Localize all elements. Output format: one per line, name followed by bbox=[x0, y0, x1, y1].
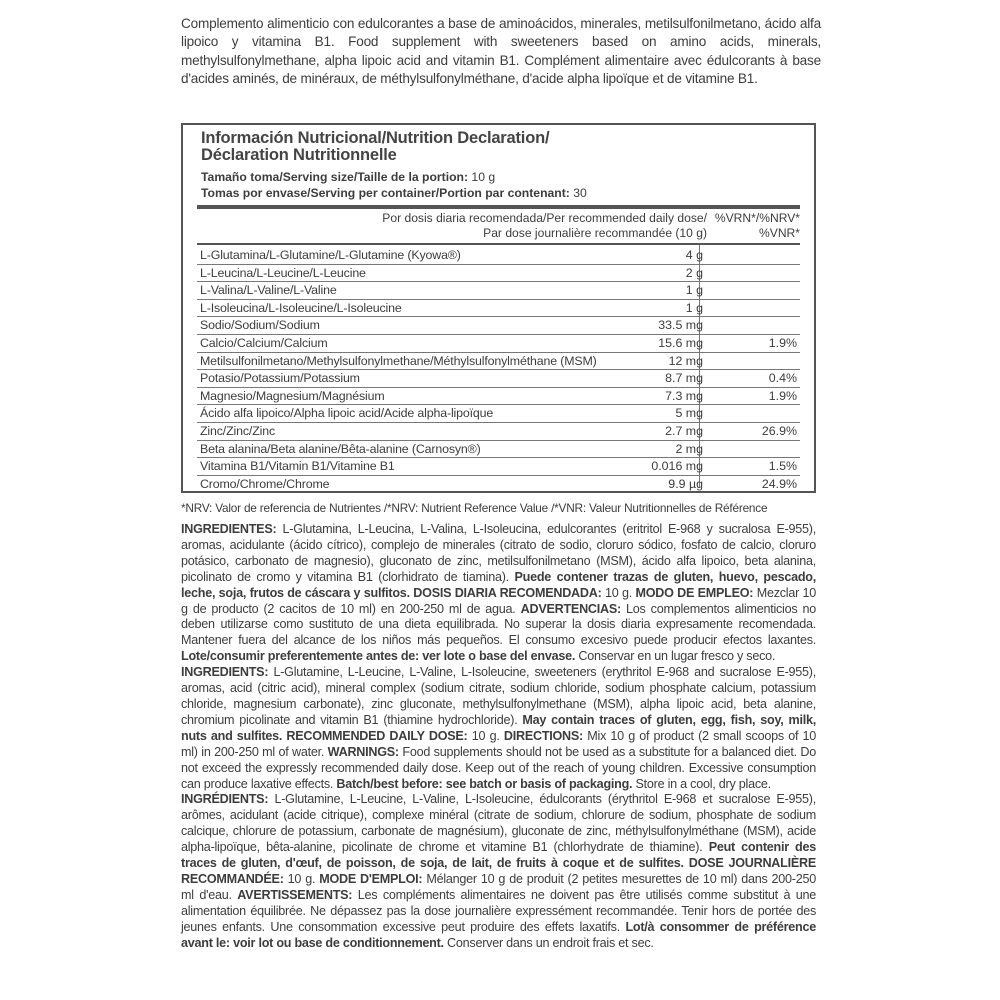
storage-text: Conserver dans un endroit frais et sec. bbox=[443, 935, 654, 950]
ingredients-text: L-Glutamine, L-Leucine, L-Valine, L-Isoleucine, sweeteners (erythritol E-968 and sucralose E-955), aromas, acid (citric acid), mineral complex (sodium citrate, sodium chloride, sodium phosphate calcium, potassium chloride, magnesium carbonate), zinc gluconate, methylsulfonylmethane (MSM), alpha lipoic acid, beta alanine, chromium picolinate and vitamin B1 (thiamine hydrochloride). bbox=[181, 665, 816, 727]
nutrient-nrv: 1.9% bbox=[768, 335, 797, 350]
table-row bbox=[197, 476, 800, 494]
header-nrv bbox=[700, 211, 800, 241]
ingredients-english bbox=[181, 665, 816, 792]
thick-divider bbox=[197, 205, 800, 209]
allergen-text: Peut contenir des traces de gluten, d'œuf, de poisson, de soja, de lait, de fruits à coque et de sulfites. bbox=[181, 840, 817, 871]
table-row bbox=[197, 441, 800, 459]
directions-text: Mélanger 10 g de produit (2 petites mesurettes de 10 ml) dans 200-250 ml d'eau. bbox=[181, 871, 817, 902]
table-row bbox=[197, 317, 800, 335]
nutrient-name: Beta alanina/Beta alanine/Bêta-alanine (Carnosyn®) bbox=[200, 441, 481, 456]
nutrient-nrv: 26.9% bbox=[761, 423, 797, 438]
nutrient-name: Sodio/Sodium/Sodium bbox=[200, 318, 320, 333]
warnings-label: WARNINGS: bbox=[327, 744, 399, 759]
table-row bbox=[197, 353, 800, 371]
nutrient-amount: 15.6 mg bbox=[658, 335, 703, 350]
table-row bbox=[197, 423, 800, 441]
table-row bbox=[197, 265, 800, 283]
ingredients-text: L-Glutamina, L-Leucina, L-Valina, L-Isoleucina, edulcorantes (eritritol E-968 y sucralosa E-955), aromas, acidulante (ácido cítrico), complejo de minerales (citrato de sodio, cloruro sódico, fosfato de calcio, cloruro potásico, carbonato de magnesio), gluconato de zinc, metilsulfonilmetano (MSM), ácido alfa lipoico, beta alanina, picolinato de cromo y vitamina B1 (clorhidrato de tiamina). bbox=[181, 522, 816, 584]
nutrient-amount: 2 mg bbox=[675, 441, 703, 456]
batch-label: Lote/consumir preferentemente antes de: ver lote o base del envase. bbox=[181, 649, 576, 664]
nutrient-amount: 4 g bbox=[685, 248, 703, 262]
header-nrv-line2: %VNR* bbox=[759, 226, 800, 240]
table-row bbox=[197, 247, 800, 265]
nutrient-name: Metilsulfonilmetano/Methylsulfonylmethane/Méthylsulfonylméthane (MSM) bbox=[200, 353, 597, 368]
nutrient-name: Ácido alfa lipoico/Alpha lipoic acid/Acide alpha-lipoïque bbox=[200, 406, 494, 421]
header-nrv-line1: %VRN*/%NRV* bbox=[714, 211, 800, 225]
nutrient-amount: 0.016 mg bbox=[651, 459, 703, 474]
warnings-text: Food supplements should not be used as a substitute for a balanced diet. Do not exceed the expressly recommended daily dose. Keep out of the reach of young children. Excessive consumption can produce laxative effects. bbox=[181, 744, 816, 791]
nrv-footnote: *NRV: Valor de referencia de Nutrientes /*NRV: Nutrient Reference Value /*VNR: Valeur Nutritionnelles de Référence bbox=[181, 501, 768, 515]
directions-text: Mezclar 10 g de producto (2 cacitos de 10 ml) en 200-250 ml de agua. bbox=[181, 585, 817, 616]
nutrient-nrv: 1.9% bbox=[768, 388, 797, 403]
directions-label: MODE D'EMPLOI: bbox=[319, 871, 423, 886]
dose-text: 10 g. bbox=[467, 728, 504, 743]
nutrition-title-line2: Déclaration Nutritionnelle bbox=[201, 146, 397, 164]
warnings-label: ADVERTENCIAS: bbox=[520, 601, 621, 616]
warnings-text: Los complementos alimenticios no deben utilizarse como sustituto de una dieta equilibrada. No superar la dosis diaria expresamente recomendada. Mantener fuera del alcance de los niños más pequeños. El consumo excesivo puede producir efectos laxantes. bbox=[181, 601, 816, 648]
nutrient-name: L-Valina/L-Valine/L-Valine bbox=[200, 283, 337, 298]
nutrition-table bbox=[181, 123, 816, 493]
header-dose bbox=[197, 211, 707, 241]
ingredients-label: INGREDIENTS: bbox=[181, 665, 269, 680]
directions-label: MODO DE EMPLEO: bbox=[635, 585, 754, 600]
serving-size-label: Tamaño toma/Serving size/Taille de la portion: bbox=[201, 170, 469, 184]
nutrient-amount: 1 g bbox=[685, 300, 703, 315]
nutrient-name: Calcio/Calcium/Calcium bbox=[200, 335, 328, 350]
allergen-text: Puede contener trazas de gluten, huevo, pescado, leche, soja, frutos de cáscara y sulfitos. bbox=[181, 569, 816, 600]
servings-per-container bbox=[201, 185, 587, 201]
ingredients-section bbox=[181, 522, 816, 951]
nutrient-amount: 1 g bbox=[685, 283, 703, 298]
nutrient-amount: 8.7 mg bbox=[665, 371, 703, 386]
nutrient-amount: 2.7 mg bbox=[665, 423, 703, 438]
serving-size-value: 10 g bbox=[468, 170, 496, 184]
servings-value: 30 bbox=[569, 186, 587, 200]
header-dose-line2: Par dose journalière recommandée (10 g) bbox=[483, 226, 707, 240]
table-row bbox=[197, 388, 800, 406]
nutrient-amount: 9.9 µg bbox=[668, 476, 703, 491]
nutrient-amount: 2 g bbox=[685, 265, 703, 280]
ingredients-label: INGREDIENTES: bbox=[181, 522, 277, 536]
nutrient-name: Vitamina B1/Vitamin B1/Vitamine B1 bbox=[200, 459, 395, 474]
nutrient-name: Zinc/Zinc/Zinc bbox=[200, 423, 276, 438]
ingredients-label: INGRÉDIENTS: bbox=[181, 792, 269, 807]
nutrient-amount: 7.3 mg bbox=[665, 388, 703, 403]
dose-text: 10 g. bbox=[601, 585, 636, 600]
nutrient-amount: 33.5 mg bbox=[658, 318, 703, 333]
table-row bbox=[197, 335, 800, 353]
warnings-text: Les compléments alimentaires ne doivent pas être utilisés comme substitut à une alimentation équilibrée. Ne dépassez pas la dose journalière expressément recommandée. Tenir hors de portée des jeunes enfants. Une consommation excessive peut produire des effets laxatifs. bbox=[181, 887, 816, 934]
nutrition-title bbox=[201, 130, 549, 164]
servings-label: Tomas por envase/Serving per container/Portion par contenant: bbox=[201, 186, 570, 200]
dose-label: RECOMMENDED DAILY DOSE: bbox=[282, 728, 468, 743]
allergen-text: May contain traces of gluten, egg, fish, soy, milk, nuts and sulfites. bbox=[181, 712, 816, 743]
storage-text: Conservar en un lugar fresco y seco. bbox=[575, 649, 776, 664]
nutrient-nrv: 0.4% bbox=[768, 371, 797, 386]
nutrient-amount: 5 mg bbox=[675, 406, 703, 421]
nutrient-amount: 12 mg bbox=[668, 353, 703, 368]
directions-label: DIRECTIONS: bbox=[503, 728, 583, 743]
dose-text: 10 g. bbox=[283, 871, 320, 886]
nutrient-name: L-Leucina/L-Leucine/L-Leucine bbox=[200, 265, 366, 280]
nutrient-name: Cromo/Chrome/Chrome bbox=[200, 476, 330, 491]
table-row bbox=[197, 282, 800, 300]
table-row bbox=[197, 370, 800, 388]
ingredients-spanish bbox=[181, 522, 816, 665]
header-dose-line1: Por dosis diaria recomendada/Per recommended daily dose/ bbox=[382, 211, 707, 225]
table-row bbox=[197, 458, 800, 476]
serving-info bbox=[201, 169, 587, 201]
dose-label: DOSIS DIARIA RECOMENDADA: bbox=[409, 585, 602, 600]
nutrient-name: L-Isoleucina/L-Isoleucine/L-Isoleucine bbox=[200, 300, 402, 315]
storage-text: Store in a cool, dry place. bbox=[632, 776, 771, 791]
serving-size bbox=[201, 169, 587, 185]
nutrient-name: L-Glutamina/L-Glutamine/L-Glutamine (Kyowa®) bbox=[200, 248, 461, 262]
dose-label: DOSE JOURNALIÈRE RECOMMANDÉE: bbox=[181, 856, 816, 886]
warnings-label: AVERTISSEMENTS: bbox=[237, 887, 353, 902]
nutrient-name: Magnesio/Magnesium/Magnésium bbox=[200, 388, 385, 403]
ingredients-french bbox=[181, 792, 816, 951]
directions-text: Mix 10 g of product (2 small scoops of 10 ml) in 200-250 ml of water. bbox=[181, 728, 816, 759]
nutrient-rows bbox=[197, 247, 800, 493]
nutrition-title-line1: Información Nutricional/Nutrition Declaration/ bbox=[201, 129, 550, 147]
table-row bbox=[197, 405, 800, 423]
batch-label: Batch/best before: see batch or basis of packaging. bbox=[336, 776, 633, 791]
nutrient-name: Potasio/Potassium/Potassium bbox=[200, 371, 360, 386]
intro-description: Complemento alimenticio con edulcorantes a base de aminoácidos, minerales, metilsulfonilmetano, ácido alfa lipoico y vitamina B1. Food supplement with sweeteners based on amino acids, minerals, methylsulfonylmethane, alpha lipoic acid and vitamin B1. Complément alimentaire avec édulcorants à base d'acides aminés, de minéraux, de méthylsulfonylméthane, d'acide alpha lipoïque et de vitamine B1. bbox=[181, 16, 821, 86]
nutrient-nrv: 24.9% bbox=[761, 476, 797, 491]
table-row bbox=[197, 300, 800, 318]
header-divider bbox=[197, 243, 800, 245]
batch-label: Lot/à consommer de préférence avant le: voir lot ou base de conditionnement. bbox=[181, 919, 816, 950]
ingredients-text: L-Glutamine, L-Leucine, L-Valine, L-Isoleucine, édulcorants (érythritol E-968 et sucralose E-955), arômes, acidulant (acide citrique), complexe minéral (citrate de sodium, chlorure de sodium, phosphate de sodium calcique, chlorure de potassium, carbonate de magnésium), gluconate de zinc, méthylsulfonylméthane (MSM), acide alpha-lipoïque, bêta-alanine, picolinate de chrome et vitamine B1 (chlorhydrate de thiamine). bbox=[181, 792, 816, 855]
nutrient-nrv: 1.5% bbox=[768, 459, 797, 474]
